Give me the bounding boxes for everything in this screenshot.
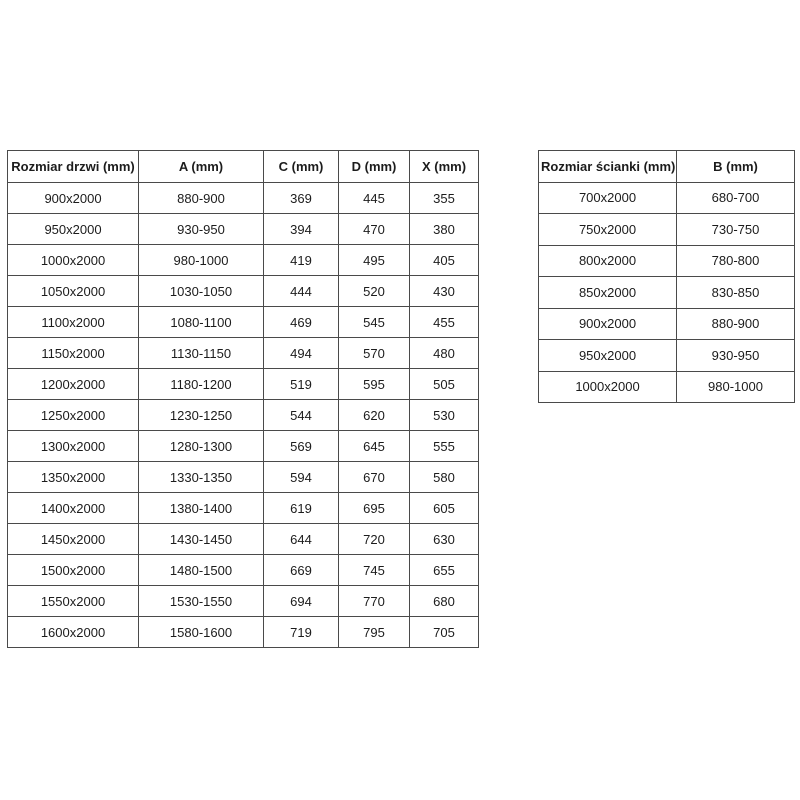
table-cell: 705 <box>410 617 479 648</box>
table-row <box>539 182 795 214</box>
table-row <box>8 493 479 524</box>
table-cell: 880-900 <box>677 308 795 340</box>
table-cell: 530 <box>410 400 479 431</box>
table-cell: 1000x2000 <box>539 371 677 403</box>
table-cell: 595 <box>339 369 410 400</box>
table-cell: 770 <box>339 586 410 617</box>
table-cell: 1550x2000 <box>8 586 139 617</box>
table-cell: 1080-1100 <box>139 307 264 338</box>
table-row <box>539 340 795 372</box>
wall-size-table <box>538 150 795 403</box>
table-cell: 780-800 <box>677 245 795 277</box>
table-row <box>8 245 479 276</box>
table-cell: 1450x2000 <box>8 524 139 555</box>
table-cell: 455 <box>410 307 479 338</box>
table-cell: 570 <box>339 338 410 369</box>
table-cell: 1000x2000 <box>8 245 139 276</box>
table-cell: 1480-1500 <box>139 555 264 586</box>
table-cell: 1380-1400 <box>139 493 264 524</box>
table-cell: 950x2000 <box>8 214 139 245</box>
table-header-row <box>8 151 479 183</box>
table-cell: 670 <box>339 462 410 493</box>
table-cell: 1530-1550 <box>139 586 264 617</box>
table-cell: 480 <box>410 338 479 369</box>
table-cell: 430 <box>410 276 479 307</box>
table-cell: 569 <box>264 431 339 462</box>
table-row <box>539 371 795 403</box>
table-cell: 900x2000 <box>539 308 677 340</box>
table-cell: 700x2000 <box>539 182 677 214</box>
table-cell: 800x2000 <box>539 245 677 277</box>
table-cell: 380 <box>410 214 479 245</box>
table-cell: 795 <box>339 617 410 648</box>
table-cell: 750x2000 <box>539 214 677 246</box>
table-header-row <box>539 151 795 183</box>
table-row <box>8 307 479 338</box>
table-cell: 1030-1050 <box>139 276 264 307</box>
table-row <box>8 431 479 462</box>
table-cell: 695 <box>339 493 410 524</box>
table-row <box>539 214 795 246</box>
table-cell: 1250x2000 <box>8 400 139 431</box>
column-header: D (mm) <box>339 151 410 183</box>
table-cell: 405 <box>410 245 479 276</box>
table-cell: 850x2000 <box>539 277 677 309</box>
table-row <box>8 524 479 555</box>
table-cell: 1330-1350 <box>139 462 264 493</box>
table-cell: 680 <box>410 586 479 617</box>
table-cell: 1600x2000 <box>8 617 139 648</box>
column-header: Rozmiar drzwi (mm) <box>8 151 139 183</box>
table-cell: 519 <box>264 369 339 400</box>
table-cell: 1280-1300 <box>139 431 264 462</box>
table-row <box>8 462 479 493</box>
table-cell: 620 <box>339 400 410 431</box>
table-cell: 719 <box>264 617 339 648</box>
table-cell: 694 <box>264 586 339 617</box>
table-cell: 1350x2000 <box>8 462 139 493</box>
table-row <box>8 586 479 617</box>
table-cell: 1180-1200 <box>139 369 264 400</box>
table-cell: 1500x2000 <box>8 555 139 586</box>
table-cell: 1100x2000 <box>8 307 139 338</box>
table-cell: 619 <box>264 493 339 524</box>
column-header: X (mm) <box>410 151 479 183</box>
table-row <box>8 183 479 214</box>
table-cell: 470 <box>339 214 410 245</box>
table-cell: 630 <box>410 524 479 555</box>
table-row <box>8 338 479 369</box>
table-cell: 950x2000 <box>539 340 677 372</box>
column-header: A (mm) <box>139 151 264 183</box>
table-cell: 1230-1250 <box>139 400 264 431</box>
table-cell: 505 <box>410 369 479 400</box>
table-cell: 1580-1600 <box>139 617 264 648</box>
column-header: C (mm) <box>264 151 339 183</box>
table-cell: 444 <box>264 276 339 307</box>
table-cell: 645 <box>339 431 410 462</box>
table-cell: 745 <box>339 555 410 586</box>
table-cell: 520 <box>339 276 410 307</box>
table-cell: 930-950 <box>139 214 264 245</box>
table-row <box>8 276 479 307</box>
table-row <box>8 617 479 648</box>
table-row <box>539 277 795 309</box>
table-cell: 900x2000 <box>8 183 139 214</box>
table-cell: 355 <box>410 183 479 214</box>
column-header: B (mm) <box>677 151 795 183</box>
table-cell: 580 <box>410 462 479 493</box>
table-cell: 495 <box>339 245 410 276</box>
table-cell: 1150x2000 <box>8 338 139 369</box>
table-cell: 1430-1450 <box>139 524 264 555</box>
table-cell: 730-750 <box>677 214 795 246</box>
table-cell: 394 <box>264 214 339 245</box>
table-cell: 980-1000 <box>139 245 264 276</box>
door-size-table <box>7 150 479 648</box>
table-cell: 644 <box>264 524 339 555</box>
table-cell: 1050x2000 <box>8 276 139 307</box>
table-cell: 419 <box>264 245 339 276</box>
table-cell: 1400x2000 <box>8 493 139 524</box>
table-cell: 680-700 <box>677 182 795 214</box>
table-cell: 1130-1150 <box>139 338 264 369</box>
table-row <box>8 369 479 400</box>
table-cell: 494 <box>264 338 339 369</box>
column-header: Rozmiar ścianki (mm) <box>539 151 677 183</box>
table-cell: 555 <box>410 431 479 462</box>
table-cell: 469 <box>264 307 339 338</box>
table-cell: 930-950 <box>677 340 795 372</box>
table-cell: 880-900 <box>139 183 264 214</box>
table-cell: 594 <box>264 462 339 493</box>
table-cell: 669 <box>264 555 339 586</box>
table-cell: 655 <box>410 555 479 586</box>
table-row <box>539 245 795 277</box>
table-cell: 369 <box>264 183 339 214</box>
table-cell: 544 <box>264 400 339 431</box>
table-row <box>8 214 479 245</box>
table-cell: 445 <box>339 183 410 214</box>
table-row <box>539 308 795 340</box>
table-cell: 545 <box>339 307 410 338</box>
table-cell: 1300x2000 <box>8 431 139 462</box>
table-cell: 720 <box>339 524 410 555</box>
table-cell: 1200x2000 <box>8 369 139 400</box>
table-cell: 980-1000 <box>677 371 795 403</box>
table-cell: 830-850 <box>677 277 795 309</box>
table-row <box>8 400 479 431</box>
table-cell: 605 <box>410 493 479 524</box>
table-row <box>8 555 479 586</box>
